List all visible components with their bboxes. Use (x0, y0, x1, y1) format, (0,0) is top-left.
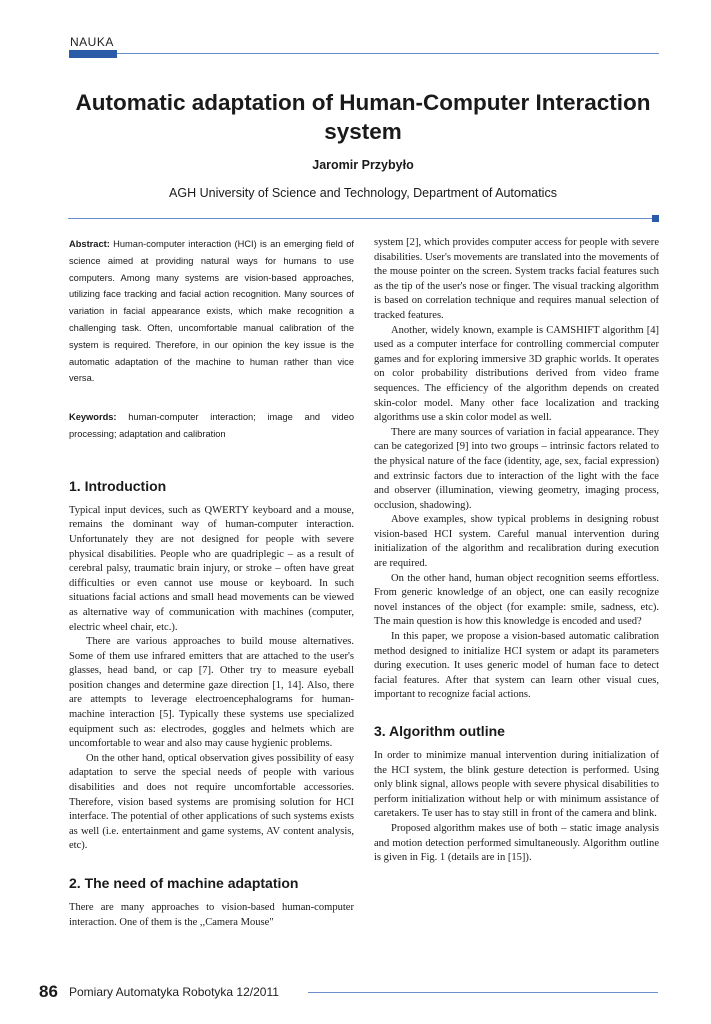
section-tag-bar (69, 50, 117, 58)
paragraph: On the other hand, human object recognition seems effortless. From generic knowledge of an object, one can easily recognize novel instances of the object (for example: smile, sadness, etc). The main question is how this knowledge is encoded and used? (374, 572, 659, 628)
introduction-body (69, 504, 354, 854)
paragraph: Above examples, show typical problems in designing robust vision-based HCI system. Careful manual intervention during initialization of the algorithm and recalibration during execution are required. (374, 514, 659, 570)
paragraph: Another, widely known, example is CAMSHIFT algorithm [4] used as a computer interface for controlling commercial computer games and for exploring immersive 3D graphic worlds. It operates on color probability distributions derived from video frame sequences. The efficiency of the algorithm depends on created skin-color model. Many other face localization and tracking algorithms use a skin color model as well. (374, 324, 659, 424)
paper-title: Automatic adaptation of Human-Computer Interaction system (75, 90, 651, 144)
keywords (69, 409, 354, 443)
header-divider (68, 218, 652, 219)
paragraph: system [2], which provides computer access for people with severe disabilities. User's movements are translated into the movements of the mouse pointer on the screen. System tracks facial features such as the tip of the user's nose or finger. The visual tracking algorithm is based on correlation technique and requires manual selection of tracked features. (374, 237, 659, 321)
paragraph: Typical input devices, such as QWERTY keyboard and a mouse, remains the dominant way of human-computer interaction. Unfortunately they are not designed for people with severe physical disabilities. People who are quadriplegic – as a result of cerebral palsy, traumatic brain injury, or stroke – often have great difficulties or even cannot use mouse or keyboard. In such situations facial actions and small head movements can be viewed as alternative way of communication with machines (computer, electric wheel chair, etc.). (69, 504, 354, 633)
paragraph: In this paper, we propose a vision-based automatic calibration method designed to initialize HCI system or adapt its parameters during execution. It uses generic model of human face to detect facial features. After that system can learn other visual cues, important to recognize facial actions. (374, 631, 659, 701)
algorithm-outline-body (374, 749, 659, 866)
section-heading-algorithm-outline: 3. Algorithm outline (374, 723, 505, 739)
left-column (69, 236, 354, 930)
journal-name: Pomiary Automatyka Robotyka 12/2011 (69, 985, 279, 999)
machine-adaptation-body (69, 901, 354, 930)
paragraph: There are many approaches to vision-based human-computer interaction. One of them is the ,,Camera Mouse" (69, 902, 354, 928)
paragraph: Proposed algorithm makes use of both – static image analysis and motion detection performed simultaneously. Algorithm outline is given in Fig. 1 (details are in [15]). (374, 822, 659, 864)
abstract (69, 236, 354, 387)
abstract-label: Abstract: (69, 239, 110, 249)
paragraph: There are many sources of variation in facial appearance. They can be categorized [9] into two groups – intrinsic factors related to the physical nature of the face (identity, age, sex, facial expression) and extrinsic factors due to interaction of the light with the face and observer (illumination, viewing geometry, imaging process, occlusion, shadowing). (374, 426, 659, 511)
page-number: 86 (39, 982, 58, 1001)
affiliation: AGH University of Science and Technology, Department of Automatics (169, 186, 557, 200)
keywords-label: Keywords: (69, 412, 117, 423)
paragraph: In order to minimize manual intervention during initialization of the HCI system, the blink gesture detection is performed. Using only blink signal, allows people with severe physical disabilities to perform initialization without help or with minimum assistance of caretakers. Te user has to stay still in front of the camera and blink. (374, 750, 659, 820)
top-rule (117, 53, 659, 54)
paragraph: On the other hand, optical observation gives possibility of easy adaptation to serve the special needs of people with various disabilities and does not require uncomfortable accessories. Therefore, vision based systems are promising solution for HCI interface. The potential of other applications of such systems exists as well (i.e. entertainment and game systems, AV content analysis, etc). (69, 752, 354, 852)
header-divider-square (652, 215, 659, 222)
section-heading-introduction: 1. Introduction (69, 477, 167, 494)
keywords-text: human-computer interaction; image and video processing; adaptation and calibration (69, 412, 354, 439)
abstract-text: Human-computer interaction (HCI) is an emerging field of science aimed at providing natural ways for humans to use computers. Among many systems are vision-based approaches, utilizing face tracking and facial action recognition. Many sources of variation in facial appearance exists, which make recognition a challenging task. Often, uncomfortable manual calibration of the system is required. Therefore, in our opinion the key issue is the automatic adaptation of the machine to human rather than vice versa. (69, 239, 354, 384)
footer-rule (308, 992, 658, 993)
section-tag: NAUKA (70, 35, 114, 49)
author-name: Jaromir Przybyło (312, 158, 414, 172)
paragraph: There are various approaches to build mouse alternatives. Some of them use infrared emitters that are attached to the user's glasses, head band, or cap [7]. Other try to measure eyeball position changes and determine gaze direction [1, 14]. Also, there are attempts to leverage electroencephalograms for human-machine interaction [5]. Typically these systems use specialized equipment such as: electrodes, goggles and helmets which are uncomfortable to wear and also may cause hygienic problems. (69, 636, 354, 750)
section-heading-machine-adaptation: 2. The need of machine adaptation (69, 875, 299, 892)
right-column (374, 236, 659, 866)
